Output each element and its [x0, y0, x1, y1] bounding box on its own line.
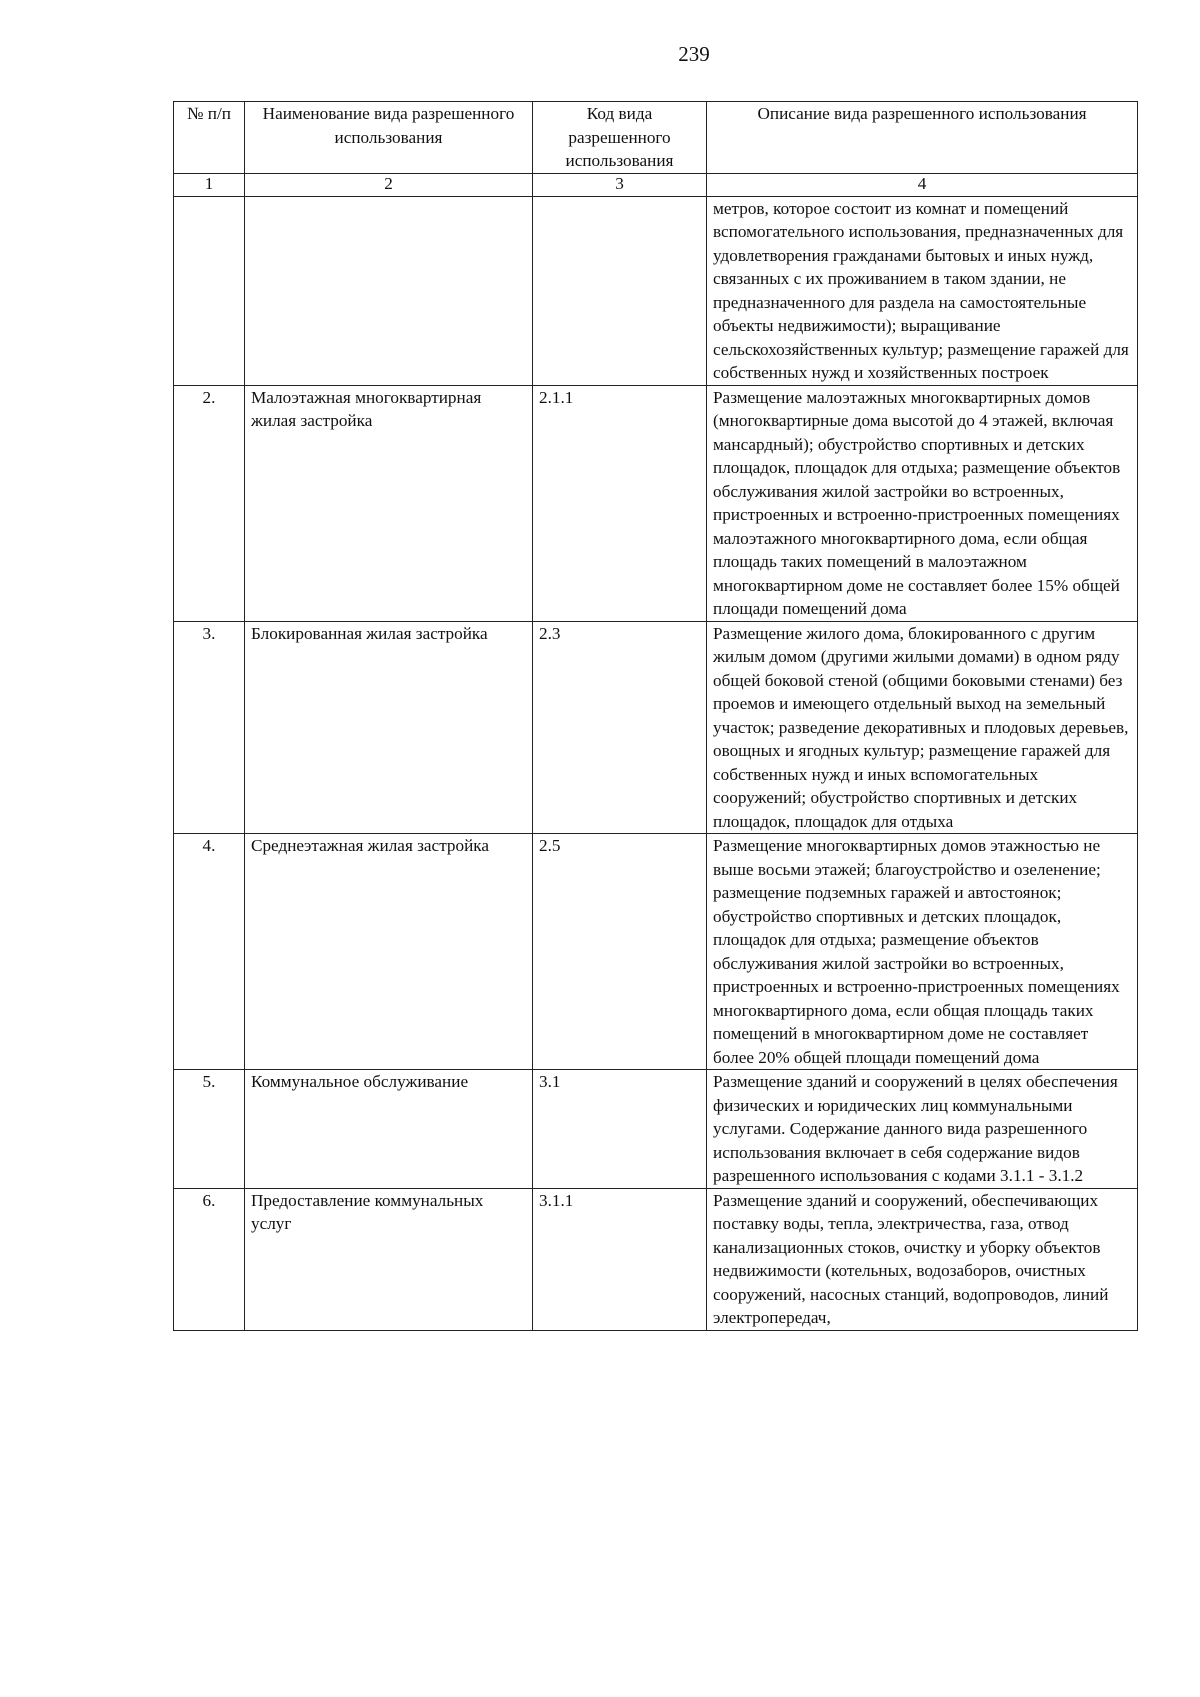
- use-description: Размещение зданий и сооружений в целях обеспечения физических и юридических лиц коммунальными услугами. Содержание данного вида разрешенного использования включает в себя содержание видов разрешенного использования с кодами 3.1.1 - 3.1.2: [707, 1070, 1138, 1189]
- table-row: [174, 1070, 1138, 1189]
- header-code: Код вида разрешенного использования: [533, 102, 707, 174]
- table-header-row: [174, 102, 1138, 174]
- use-code: 2.1.1: [533, 385, 707, 621]
- use-code: [533, 196, 707, 385]
- use-code: 2.5: [533, 834, 707, 1070]
- use-name: Малоэтажная многоквартирная жилая застройка: [245, 385, 533, 621]
- column-number: 2: [245, 173, 533, 196]
- column-number: 4: [707, 173, 1138, 196]
- table-row: [174, 385, 1138, 621]
- use-description: Размещение зданий и сооружений, обеспечивающих поставку воды, тепла, электричества, газа, отвод канализационных стоков, очистку и уборку объектов недвижимости (котельных, водозаборов, очистных сооружений, насосных станций, водопроводов, линий электропередач,: [707, 1188, 1138, 1330]
- table-row: [174, 834, 1138, 1070]
- permitted-use-table: [173, 101, 1138, 1331]
- row-number: 2.: [174, 385, 245, 621]
- use-name: Коммунальное обслуживание: [245, 1070, 533, 1189]
- row-number: 5.: [174, 1070, 245, 1189]
- row-number: [174, 196, 245, 385]
- row-number: 3.: [174, 621, 245, 834]
- row-number: 4.: [174, 834, 245, 1070]
- use-name: Блокированная жилая застройка: [245, 621, 533, 834]
- table-row: [174, 196, 1138, 385]
- use-name: [245, 196, 533, 385]
- row-number: 6.: [174, 1188, 245, 1330]
- use-code: 2.3: [533, 621, 707, 834]
- use-code: 3.1.1: [533, 1188, 707, 1330]
- use-name: Среднеэтажная жилая застройка: [245, 834, 533, 1070]
- use-description: Размещение многоквартирных домов этажностью не выше восьми этажей; благоустройство и озеленение; размещение подземных гаражей и автостоянок; обустройство спортивных и детских площадок, площадок для отдыха; размещение объектов обслуживания жилой застройки во встроенных, пристроенных и встроенно-пристроенных помещениях многоквартирного дома, если общая площадь таких помещений в многоквартирном доме не составляет более 20% общей площади помещений дома: [707, 834, 1138, 1070]
- header-number: № п/п: [174, 102, 245, 174]
- use-name: Предоставление коммунальных услуг: [245, 1188, 533, 1330]
- use-description: Размещение малоэтажных многоквартирных домов (многоквартирные дома высотой до 4 этажей, включая мансардный); обустройство спортивных и детских площадок, площадок для отдыха; размещение объектов обслуживания жилой застройки во встроенных, пристроенных и встроенно-пристроенных помещениях малоэтажного многоквартирного дома, если общая площадь таких помещений в малоэтажном многоквартирном доме не составляет более 15% общей площади помещений дома: [707, 385, 1138, 621]
- column-number: 1: [174, 173, 245, 196]
- table-row: [174, 1188, 1138, 1330]
- table-row: [174, 621, 1138, 834]
- use-description: Размещение жилого дома, блокированного с другим жилым домом (другими жилыми домами) в одном ряду общей боковой стеной (общими боковыми стенами) без проемов и имеющего отдельный выход на земельный участок; разведение декоративных и плодовых деревьев, овощных и ягодных культур; размещение гаражей для собственных нужд и иных вспомогательных сооружений; обустройство спортивных и детских площадок, площадок для отдыха: [707, 621, 1138, 834]
- use-code: 3.1: [533, 1070, 707, 1189]
- column-number: 3: [533, 173, 707, 196]
- use-description: метров, которое состоит из комнат и помещений вспомогательного использования, предназначенных для удовлетворения гражданами бытовых и иных нужд, связанных с их проживанием в таком здании, не предназначенного для раздела на самостоятельные объекты недвижимости); выращивание сельскохозяйственных культур; размещение гаражей для собственных нужд и хозяйственных построек: [707, 196, 1138, 385]
- column-number-row: [174, 173, 1138, 196]
- header-name: Наименование вида разрешенного использования: [245, 102, 533, 174]
- page-number: 239: [678, 42, 710, 66]
- header-description: Описание вида разрешенного использования: [707, 102, 1138, 174]
